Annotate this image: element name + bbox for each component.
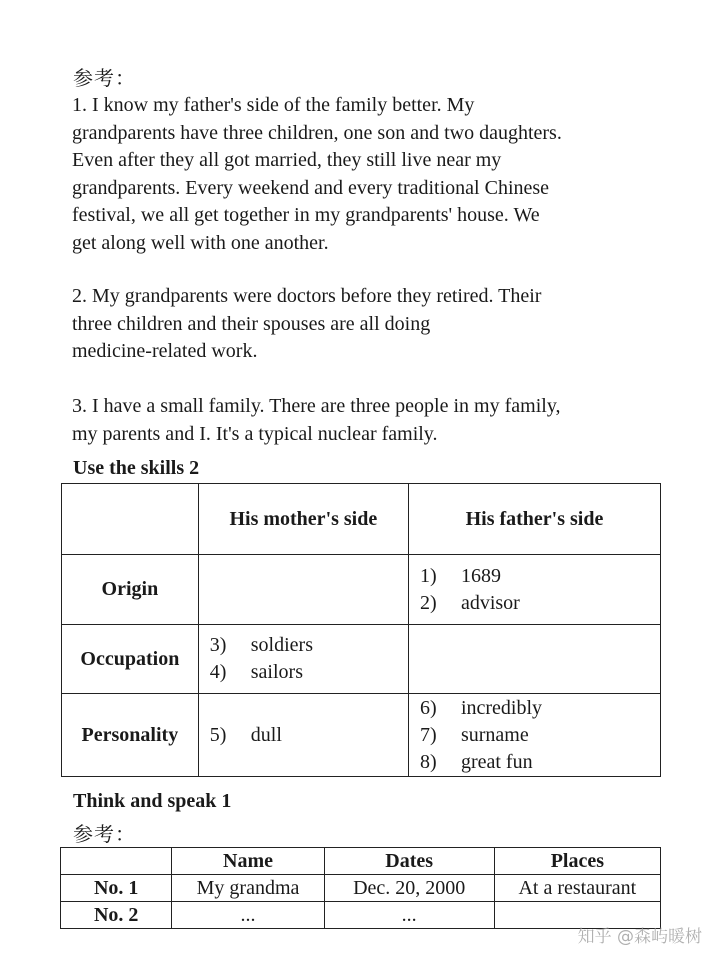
origin-father-cell (408, 555, 660, 625)
header-empty-cell (61, 848, 172, 875)
use-skills-table (61, 483, 661, 777)
think-speak-reference-label: 参考： (73, 824, 136, 846)
header-empty-cell (62, 484, 199, 555)
watermark: 知乎 @森屿暖树 (577, 927, 702, 947)
answer-item-1: 1) 1689 (419, 564, 501, 587)
header-father-side: His father's side (408, 484, 660, 555)
answer-item-4: 4) sailors (209, 661, 303, 683)
occupation-mother-cell (198, 625, 408, 694)
answer-item-7: 7) surname (419, 723, 529, 746)
row-label-occupation: Occupation (62, 625, 199, 694)
think-speak-heading: Think and speak 1 (73, 790, 232, 812)
row-label-no2: No. 2 (61, 902, 172, 929)
table-row (61, 902, 661, 929)
table-row-origin (62, 555, 661, 625)
answer-paragraph-3: 3. I have a small family. There are three people in my family, my parents and I. It's a typical nuclear family. (72, 395, 561, 445)
answer-item-2: 2) advisor (419, 591, 520, 614)
personality-mother-cell (198, 694, 408, 777)
row-label-no1: No. 1 (61, 875, 172, 902)
answer-item-3: 3) soldiers (209, 634, 313, 656)
table-header-row (61, 848, 661, 875)
answer-item-8: 8) great fun (419, 750, 533, 773)
answer-item-6: 6) incredibly (419, 696, 543, 719)
header-mother-side: His mother's side (198, 484, 408, 555)
think-speak-table (60, 847, 661, 929)
name-cell: ... (172, 902, 324, 929)
places-cell: At a restaurant (494, 875, 660, 902)
name-cell: My grandma (172, 875, 324, 902)
occupation-father-cell (408, 625, 660, 694)
answer-paragraph-1: 1. I know my father's side of the family better. My grandparents have three children, one son and two daughters. Even after they all got married, they still live near my grandparents. Every weekend and every traditional Chinese festival, we all get together in my grandparents' house. We get along well with one another. (72, 94, 562, 254)
personality-father-cell (408, 694, 660, 777)
header-places: Places (494, 848, 660, 875)
use-skills-heading: Use the skills 2 (73, 457, 200, 479)
table-row (61, 875, 661, 902)
dates-cell: Dec. 20, 2000 (324, 875, 494, 902)
table-row-occupation (62, 625, 661, 694)
reference-label: 参考： (73, 68, 136, 90)
header-dates: Dates (324, 848, 494, 875)
dates-cell: ... (324, 902, 494, 929)
row-label-origin: Origin (62, 555, 199, 625)
table-row-personality (62, 694, 661, 777)
row-label-personality: Personality (62, 694, 199, 777)
origin-mother-cell (198, 555, 408, 625)
answer-item-5: 5) dull (209, 723, 282, 746)
header-name: Name (172, 848, 324, 875)
answer-paragraph-2: 2. My grandparents were doctors before they retired. Their three children and their spouses are all doing medicine-related work. (72, 285, 542, 362)
